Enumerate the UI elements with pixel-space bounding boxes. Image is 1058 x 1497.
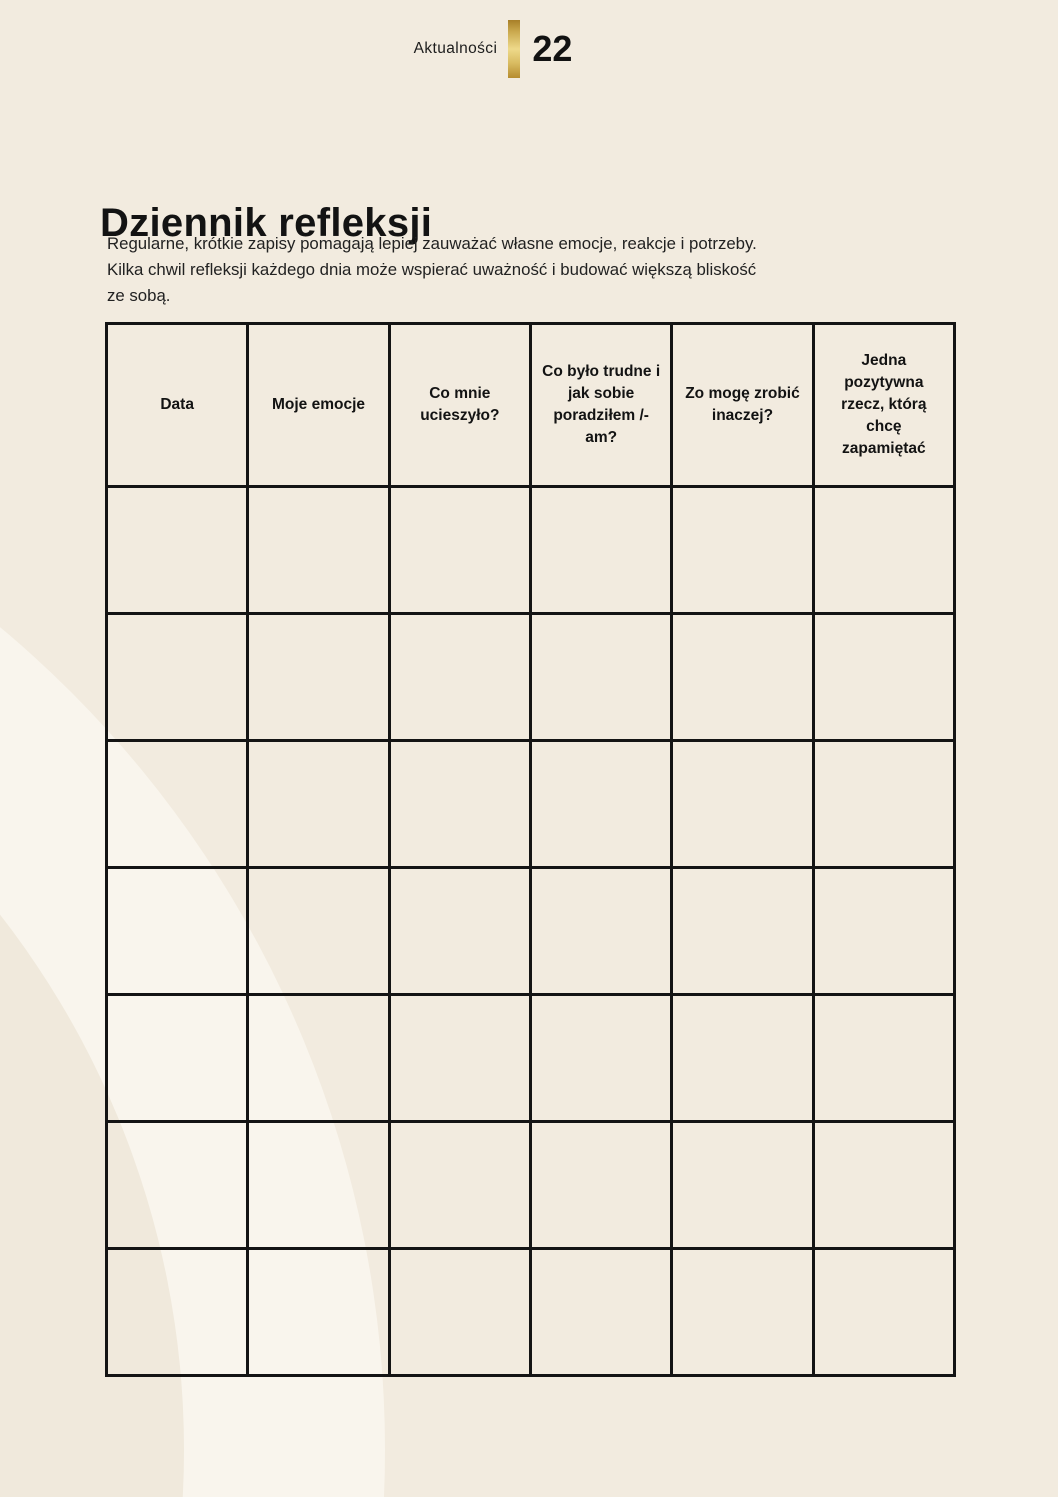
table-row	[107, 1122, 955, 1249]
table-cell	[107, 487, 248, 614]
table-cell	[813, 995, 954, 1122]
table-row	[107, 995, 955, 1122]
table-cell	[248, 1122, 389, 1249]
table-row	[107, 1249, 955, 1376]
table-cell	[107, 741, 248, 868]
table-cell	[530, 1122, 671, 1249]
table-cell	[530, 1249, 671, 1376]
table-header-row	[107, 324, 955, 487]
table-cell	[107, 1249, 248, 1376]
column-header-what-was-hard: Co było trudne i jak sobie poradziłem /-am?	[530, 324, 671, 487]
intro-paragraph	[107, 231, 757, 309]
table-cell	[530, 995, 671, 1122]
table-cell	[530, 868, 671, 995]
reflection-journal-table	[105, 322, 956, 1377]
column-header-positive-thing: Jedna pozytywna rzecz, którą chcę zapamiętać	[813, 324, 954, 487]
table-cell	[248, 487, 389, 614]
column-header-do-differently: Zo mogę zrobić inaczej?	[672, 324, 813, 487]
section-label: Aktualności	[413, 40, 498, 57]
intro-line: Kilka chwil refleksji każdego dnia może wspierać uważność i budować większą bliskość	[107, 260, 757, 279]
table-cell	[813, 741, 954, 868]
table-cell	[389, 868, 530, 995]
table-cell	[107, 614, 248, 741]
table-cell	[389, 1122, 530, 1249]
table-cell	[813, 1249, 954, 1376]
table-cell	[389, 487, 530, 614]
table-cell	[107, 868, 248, 995]
table-cell	[530, 614, 671, 741]
table-cell	[107, 995, 248, 1122]
table-cell	[672, 868, 813, 995]
column-header-emotions: Moje emocje	[248, 324, 389, 487]
table-cell	[813, 614, 954, 741]
column-header-what-pleased-me: Co mnie ucieszyło?	[389, 324, 530, 487]
table-cell	[389, 614, 530, 741]
table-cell	[389, 1249, 530, 1376]
table-cell	[389, 995, 530, 1122]
table-cell	[389, 741, 530, 868]
table-cell	[248, 614, 389, 741]
table-cell	[672, 614, 813, 741]
column-header-date: Data	[107, 324, 248, 487]
intro-line: ze sobą.	[107, 286, 171, 305]
table-cell	[813, 868, 954, 995]
table-cell	[248, 868, 389, 995]
table-cell	[248, 995, 389, 1122]
table-cell	[813, 1122, 954, 1249]
table-row	[107, 614, 955, 741]
table-row	[107, 487, 955, 614]
page-header	[0, 20, 1022, 78]
page-number: 22	[532, 28, 573, 69]
table-cell	[530, 741, 671, 868]
intro-line: Regularne, krótkie zapisy pomagają lepiej zauważać własne emocje, reakcje i potrzeby.	[107, 234, 757, 253]
gold-divider-bar	[508, 20, 520, 78]
page-title: Dziennik refleksji	[100, 200, 433, 245]
table-cell	[672, 1249, 813, 1376]
table-row	[107, 868, 955, 995]
table-cell	[248, 1249, 389, 1376]
table-cell	[672, 741, 813, 868]
table-cell	[672, 995, 813, 1122]
table-cell	[107, 1122, 248, 1249]
table-row	[107, 741, 955, 868]
table-cell	[672, 1122, 813, 1249]
table-cell	[248, 741, 389, 868]
table-cell	[813, 487, 954, 614]
table-cell	[672, 487, 813, 614]
table-cell	[530, 487, 671, 614]
